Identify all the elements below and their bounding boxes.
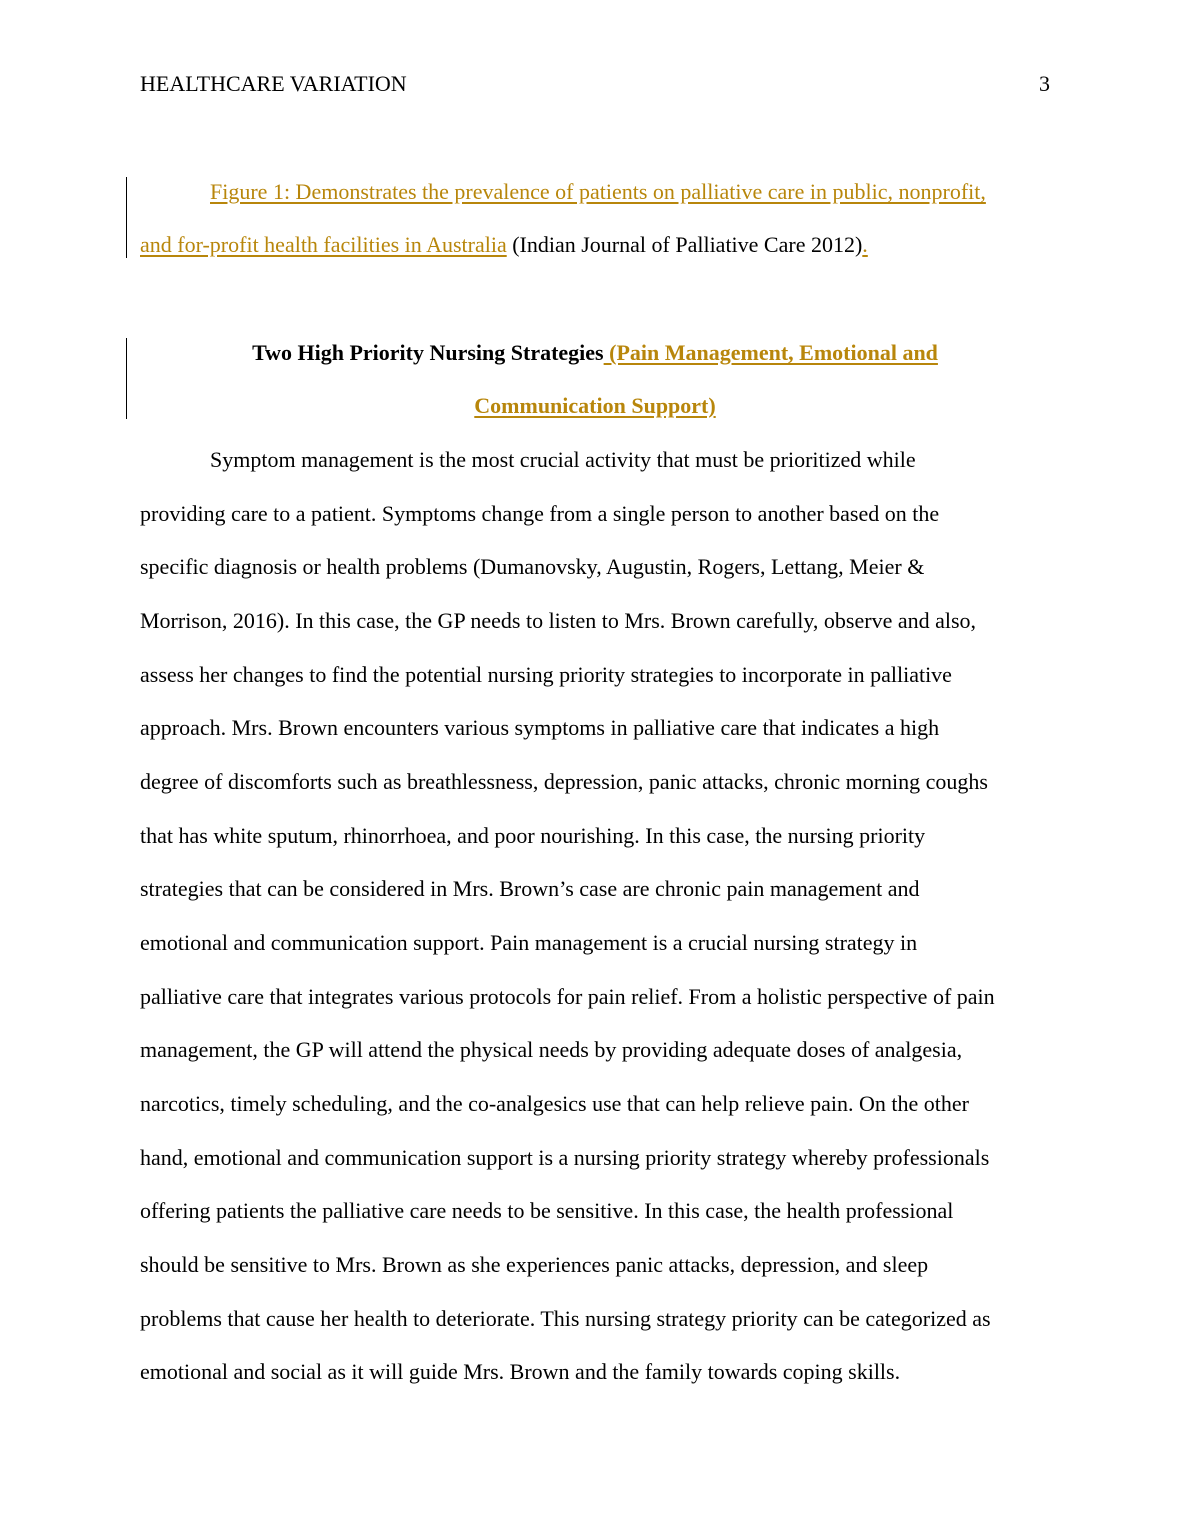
body-line: providing care to a patient. Symptoms change from a single person to another based on the xyxy=(140,501,940,526)
body-line: degree of discomforts such as breathlessness, depression, panic attacks, chronic morning coughs xyxy=(140,769,988,794)
inserted-heading-text: (Pain Management, Emotional and xyxy=(603,340,938,365)
body-line: that has white sputum, rhinorrhoea, and poor nourishing. In this case, the nursing priority xyxy=(140,823,926,848)
section-heading-line-2 xyxy=(0,391,1190,421)
section-heading: Two High Priority Nursing Strategies xyxy=(252,340,604,365)
body-line: emotional and social as it will guide Mrs. Brown and the family towards coping skills. xyxy=(140,1359,901,1384)
body-line: approach. Mrs. Brown encounters various symptoms in palliative care that indicates a high xyxy=(140,715,940,740)
page-header xyxy=(140,70,1050,98)
body-line: narcotics, timely scheduling, and the co-analgesics use that can help relieve pain. On the other xyxy=(140,1091,969,1116)
inserted-caption-text: Figure 1: Demonstrates the prevalence of patients on palliative care in public, nonprofit, xyxy=(210,179,986,204)
body-line: Morrison, 2016). In this case, the GP needs to listen to Mrs. Brown carefully, observe and also, xyxy=(140,608,977,633)
figure-caption-line-1 xyxy=(210,177,986,207)
caption-citation: (Indian Journal of Palliative Care 2012) xyxy=(506,232,863,257)
inserted-heading-text: Communication Support) xyxy=(474,393,716,418)
body-line: emotional and communication support. Pain management is a crucial nursing strategy in xyxy=(140,930,918,955)
body-line: hand, emotional and communication support is a nursing priority strategy whereby professionals xyxy=(140,1145,990,1170)
body-line: strategies that can be considered in Mrs. Brown’s case are chronic pain management and xyxy=(140,876,920,901)
body-line: problems that cause her health to deteriorate. This nursing strategy priority can be categorized as xyxy=(140,1306,991,1331)
body-line: offering patients the palliative care needs to be sensitive. In this case, the health professional xyxy=(140,1198,954,1223)
body-line: palliative care that integrates various protocols for pain relief. From a holistic perspective of pain xyxy=(140,984,995,1009)
running-head: HEALTHCARE VARIATION xyxy=(140,71,407,96)
inserted-caption-text: and for-profit health facilities in Australia xyxy=(140,232,507,257)
page-number: 3 xyxy=(1039,71,1050,96)
body-line: management, the GP will attend the physical needs by providing adequate doses of analgesia, xyxy=(140,1037,963,1062)
body-line: Symptom management is the most crucial activity that must be prioritized while xyxy=(210,447,916,472)
figure-caption-line-2 xyxy=(140,230,868,260)
change-bar-caption xyxy=(126,177,127,258)
body-line: should be sensitive to Mrs. Brown as she experiences panic attacks, depression, and sleep xyxy=(140,1252,929,1277)
body-line: assess her changes to find the potential nursing priority strategies to incorporate in palliative xyxy=(140,662,952,687)
section-heading-line-1 xyxy=(0,338,1190,368)
body-line: specific diagnosis or health problems (Dumanovsky, Augustin, Rogers, Lettang, Meier & xyxy=(140,554,925,579)
inserted-period: . xyxy=(862,232,868,257)
